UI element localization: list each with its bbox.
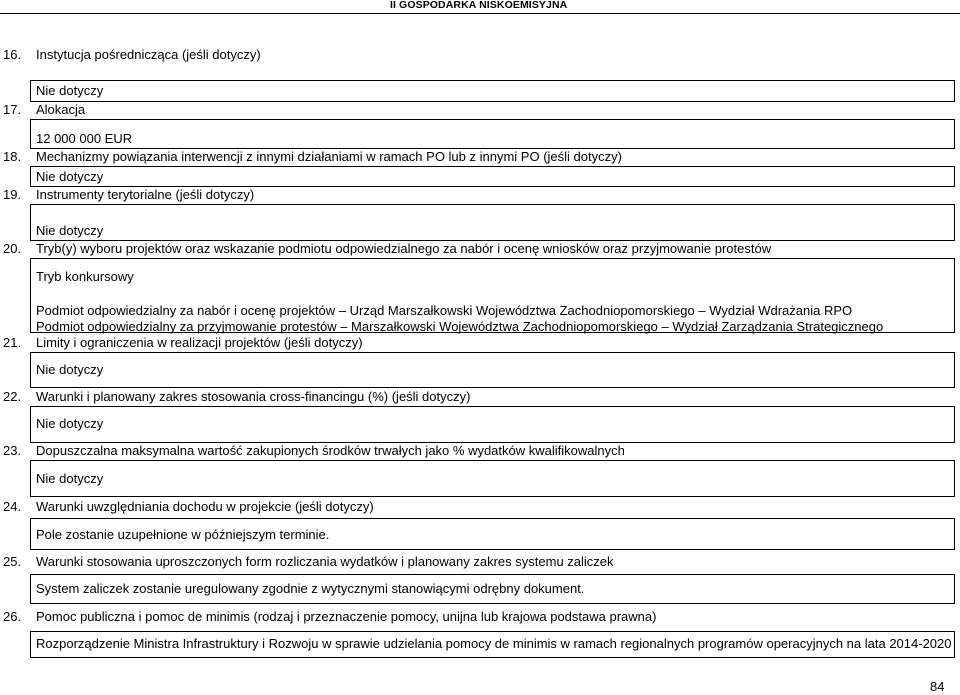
question-label: Instytucja pośrednicząca (jeśli dotyczy) bbox=[36, 47, 261, 62]
answer-box-17 bbox=[30, 119, 955, 149]
answer-box-25 bbox=[30, 574, 955, 604]
question-number: 18. bbox=[3, 149, 22, 164]
answer-text: System zaliczek zostanie uregulowany zgodnie z wytycznymi stanowiącymi odrębny dokument. bbox=[36, 581, 585, 596]
answer-box-19 bbox=[30, 204, 955, 241]
question-label: Warunki stosowania uproszczonych form rozliczania wydatków i planowany zakres systemu zaliczek bbox=[36, 554, 614, 569]
answer-text: Nie dotyczy bbox=[36, 83, 104, 98]
answer-box-20 bbox=[30, 258, 955, 333]
answer-box-23 bbox=[30, 460, 955, 497]
question-label: Tryb(y) wyboru projektów oraz wskazanie podmiotu odpowiedzialnego za nabór i ocenę wniosków oraz przyjmowanie protestów bbox=[36, 241, 772, 256]
responsible-body-text: Podmiot odpowiedzialny za nabór i ocenę projektów – Urząd Marszałkowski Województwa Zachodniopomorskiego – Wydział Wdrażania RPO bbox=[36, 303, 853, 318]
question-label: Dopuszczalna maksymalna wartość zakupionych środków trwałych jako % wydatków kwalifikowalnych bbox=[36, 443, 625, 458]
page-header bbox=[0, 0, 960, 14]
question-label: Warunki i planowany zakres stosowania cross-financingu (%) (jeśli dotyczy) bbox=[36, 389, 471, 404]
answer-text: Nie dotyczy bbox=[36, 362, 104, 377]
answer-text: Nie dotyczy bbox=[36, 471, 104, 486]
question-number: 17. bbox=[3, 102, 22, 117]
answer-box-22 bbox=[30, 406, 955, 443]
answer-text: Nie dotyczy bbox=[36, 223, 104, 238]
page-number: 84 bbox=[930, 679, 945, 694]
question-number: 21. bbox=[3, 335, 22, 350]
question-label: Limity i ograniczenia w realizacji projektów (jeśli dotyczy) bbox=[36, 335, 363, 350]
question-number: 16. bbox=[3, 47, 22, 62]
answer-box-24 bbox=[30, 518, 955, 550]
question-number: 19. bbox=[3, 187, 22, 202]
answer-box-21 bbox=[30, 352, 955, 388]
question-label: Alokacja bbox=[36, 102, 86, 117]
question-number: 26. bbox=[3, 609, 22, 624]
question-number: 22. bbox=[3, 389, 22, 404]
answer-text: Rozporządzenie Ministra Infrastruktury i Rozwoju w sprawie udzielania pomocy de minimis w ramach regionalnych programów operacyjnych na lata 2014-2020 bbox=[36, 636, 952, 651]
question-label: Warunki uwzględniania dochodu w projekcie (jeśli dotyczy) bbox=[36, 499, 374, 514]
answer-box-26 bbox=[30, 631, 955, 658]
answer-text: Nie dotyczy bbox=[36, 169, 104, 184]
answer-box-16 bbox=[30, 80, 955, 102]
question-number: 23. bbox=[3, 443, 22, 458]
section-title: II GOSPODARKA NISKOEMISYJNA bbox=[390, 0, 568, 11]
question-number: 20. bbox=[3, 241, 22, 256]
answer-text: Pole zostanie uzupełnione w późniejszym terminie. bbox=[36, 527, 330, 542]
answer-box-18 bbox=[30, 166, 955, 187]
question-label: Mechanizmy powiązania interwencji z innymi działaniami w ramach PO lub z innymi PO (jeśli dotyczy) bbox=[36, 149, 622, 164]
question-number: 25. bbox=[3, 554, 22, 569]
answer-text: Nie dotyczy bbox=[36, 416, 104, 431]
answer-text: 12 000 000 EUR bbox=[36, 131, 133, 146]
question-label: Pomoc publiczna i pomoc de minimis (rodzaj i przeznaczenie pomocy, unijna lub krajowa podstawa prawna) bbox=[36, 609, 657, 624]
question-number: 24. bbox=[3, 499, 22, 514]
protest-body-text: Podmiot odpowiedzialny za przyjmowanie protestów – Marszałkowski Województwa Zachodniopomorskiego – Wydział Zarządzania Strategicznego bbox=[36, 319, 884, 334]
selection-mode-text: Tryb konkursowy bbox=[36, 269, 134, 284]
question-label: Instrumenty terytorialne (jeśli dotyczy) bbox=[36, 187, 255, 202]
